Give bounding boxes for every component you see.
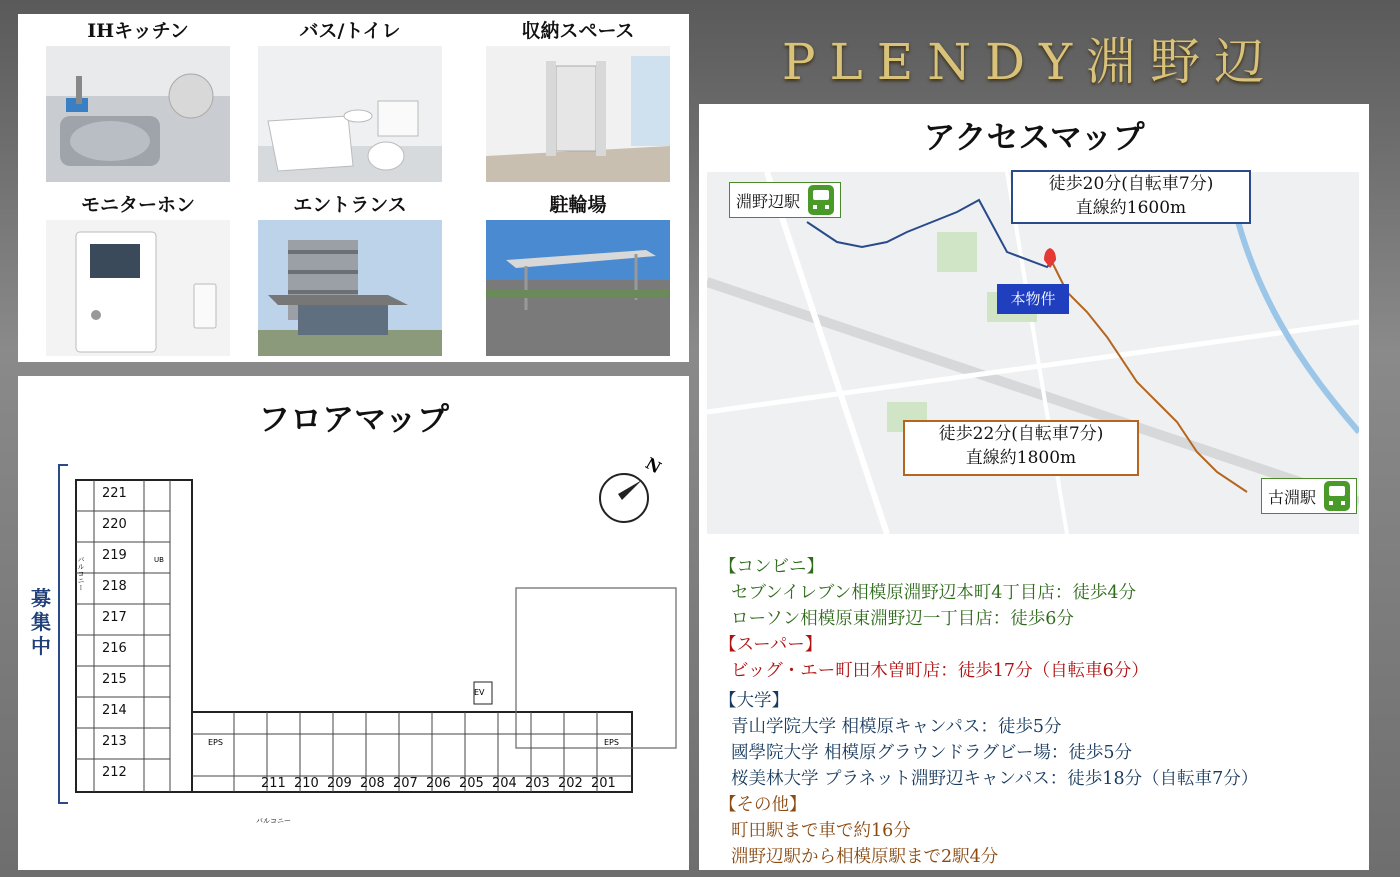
photo-bath [258,18,442,44]
room-number: 206 [426,776,451,791]
photo-caption: バス/トイレ [299,20,401,42]
convenience-stores [719,554,1136,632]
eps-label-left: EPS [208,738,223,747]
ev-label: EV [474,688,485,697]
universities [719,688,1258,792]
bath-photo [258,46,442,182]
room-number: 213 [102,734,127,749]
access-map-title: アクセスマップ [923,118,1145,156]
other-info [719,792,998,870]
station-name: 淵野辺駅 [736,191,801,211]
photo-caption: IHキッチン [87,20,189,42]
section-item: 淵野辺駅から相模原駅まで2駅4分 [731,847,999,867]
callout-line: 徒歩22分(自転車7分) [938,424,1104,444]
station-kobuchi [1261,478,1357,514]
section-item: ビッグ・エー町田木曽町店：徒歩17分（自転車6分） [731,661,1149,681]
room-number: 215 [102,672,127,687]
photo-caption: 駐輪場 [549,194,607,216]
section-heading: 【大学】 [719,691,789,711]
station-fuchinobe [729,182,841,218]
walk-callout-fuchinobe [1011,170,1251,224]
photo-caption: 収納スペース [521,20,635,42]
photo-caption: エントランス [293,194,407,216]
balcony-label-left: バルコニー [77,556,85,591]
kitchen-photo [46,46,230,182]
storage-photo [486,46,670,182]
ub-label: UB [154,556,164,564]
room-number: 201 [591,776,616,791]
brand-title: PLENDY淵野辺 [781,33,1279,91]
room-number: 203 [525,776,550,791]
photo-bicycle-parking [486,192,670,218]
room-number: 212 [102,765,127,780]
intercom-photo [46,220,230,356]
train-icon [808,185,834,215]
section-item: ローソン相模原東淵野辺一丁目店：徒歩6分 [731,609,1074,629]
section-item: 桜美林大学 プラネット淵野辺キャンパス：徒歩18分（自転車7分） [731,769,1259,789]
room-number: 210 [294,776,319,791]
station-name: 古淵駅 [1268,487,1317,507]
photo-gallery [18,14,689,362]
room-number: 204 [492,776,517,791]
bicycle-parking-photo [486,220,670,356]
property-marker-label: 本物件 [997,284,1069,314]
recruiting-bracket [58,464,68,804]
balcony-label-bottom: バルコニー [256,817,291,825]
recruiting-label: 募集中 [31,586,51,658]
walk-callout-kobuchi [903,420,1139,476]
section-item: 町田駅まで車で約16分 [731,821,911,841]
room-number: 214 [102,703,127,718]
photo-intercom [46,192,230,218]
section-item: 青山学院大学 相模原キャンパス：徒歩5分 [731,717,1062,737]
section-heading: 【コンビニ】 [719,557,824,577]
photo-entrance [258,192,442,218]
section-item: 國學院大学 相模原グラウンドラグビー場：徒歩5分 [731,743,1132,763]
room-number: 216 [102,641,127,656]
callout-line: 徒歩20分(自転車7分) [1048,174,1214,194]
callout-line: 直線約1600m [1075,198,1187,218]
photo-kitchen [46,18,230,44]
room-number: 220 [102,517,127,532]
room-number: 202 [558,776,583,791]
section-heading: 【スーパー】 [719,635,823,655]
photo-storage [486,18,670,44]
floor-map-title: フロアマップ [258,400,449,438]
room-number: 218 [102,579,127,594]
room-number: 221 [102,486,127,501]
room-number: 217 [102,610,127,625]
entrance-photo [258,220,442,356]
callout-line: 直線約1800m [965,448,1077,468]
photo-caption: モニターホン [80,194,195,216]
supermarkets [719,632,1149,684]
room-number: 219 [102,548,127,563]
train-icon [1324,481,1350,511]
access-map-panel [699,104,1369,870]
floor-map-panel [18,376,689,870]
north-label: N [642,453,665,478]
room-number: 209 [327,776,352,791]
room-number: 208 [360,776,385,791]
room-number: 207 [393,776,418,791]
section-item: セブンイレブン相模原淵野辺本町4丁目店：徒歩4分 [731,583,1136,603]
eps-label-right: EPS [604,738,619,747]
section-heading: 【その他】 [719,795,807,815]
room-number: 205 [459,776,484,791]
room-number: 211 [261,776,286,791]
